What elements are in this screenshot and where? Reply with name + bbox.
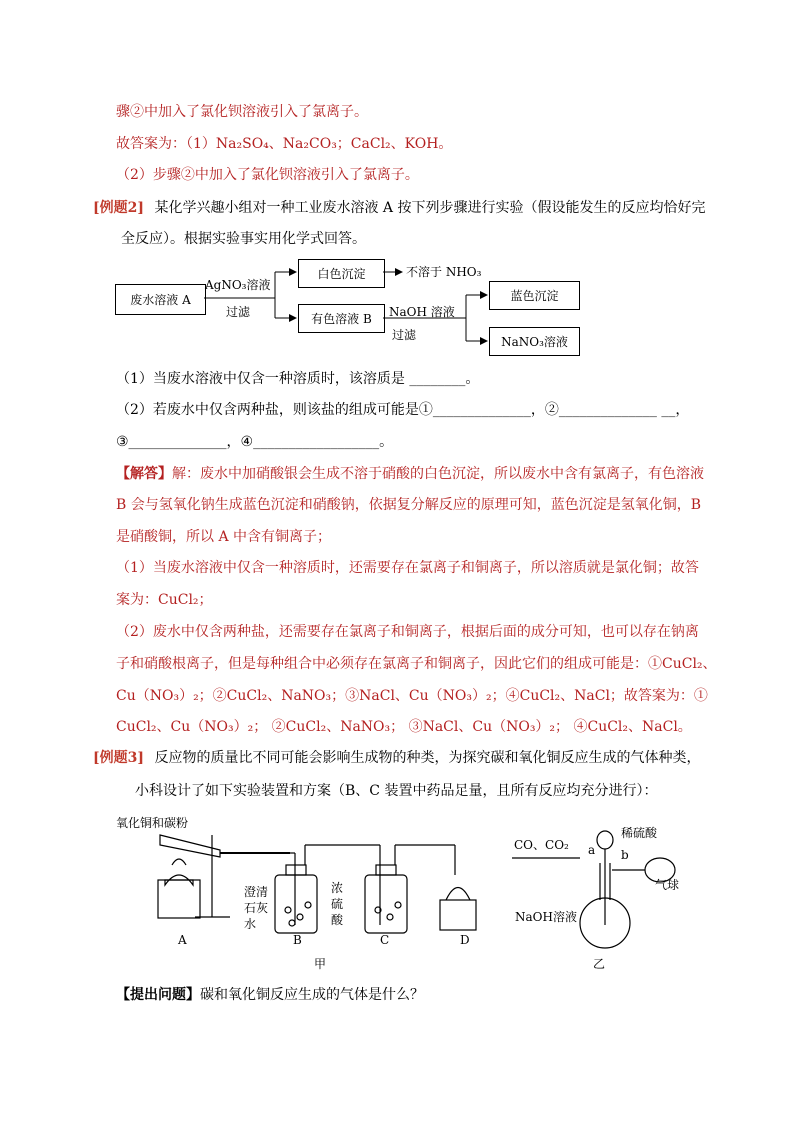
example2-text1: 某化学兴趣小组对一种工业废水溶液 A 按下列步骤进行实验（假设能发生的反应均恰好完 [154, 200, 706, 216]
label-b: B [293, 933, 302, 947]
dilute-acid-label: 稀硫酸 [621, 826, 658, 840]
box-waste-a: 废水溶液 A [115, 284, 206, 315]
limewater-label: 澄清 石灰 水 [244, 885, 269, 931]
label-c: C [380, 933, 390, 947]
valve-b-label: b [621, 848, 629, 862]
label-filter-2: 过滤 [392, 328, 417, 342]
box-nano3-solution: NaNO₃溶液 [489, 327, 580, 356]
label-filter-1: 过滤 [226, 305, 251, 319]
answer-line-b: B 会与氢氧化钠生成蓝色沉淀和硝酸钠，依据复分解反应的原理可知，蓝色沉淀是氢氧化铜，B [116, 497, 702, 513]
question-2b: ③______________，④__________________。 [116, 434, 394, 450]
caption-yi: 乙 [593, 957, 606, 971]
example3-question-line2: 小科设计了如下实验装置和方案（B、C 装置中药品足量，且所有反应均充分进行）： [135, 783, 658, 799]
gas-label: CO、CO₂ [514, 838, 569, 852]
raise-question [116, 985, 424, 1005]
answer-line-3: （2）步骤②中加入了氯化钡溶液引入了氯离子。 [116, 167, 419, 183]
answer-tag: 【解答】 [116, 466, 172, 482]
raise-question-tag: 【提出问题】 [116, 987, 200, 1003]
answer-line-2: 故答案为：（1）Na₂SO₄、Na₂CO₃；CaCl₂、KOH。 [116, 136, 453, 152]
answer-line-h: Cu（NO₃）₂；②CuCl₂、NaNO₃；③NaCl、Cu（NO₃）₂；④CuCl₂、NaCl；故答案为：① [116, 688, 708, 704]
caption-jia: 甲 [314, 957, 327, 971]
answer-line-f: （2）废水中仅含两种盐，还需要存在氯离子和铜离子，根据后面的成分可知，也可以存在钠离 [116, 624, 699, 640]
example3-question-line1 [93, 748, 700, 768]
example2-tag: [例题2] [93, 200, 144, 216]
label-a: A [178, 933, 187, 947]
example3-tag: [例题3] [93, 750, 144, 766]
acid-label: 浓 硫 酸 [331, 881, 344, 927]
box-colored-solution-b: 有色溶液 B [298, 304, 385, 333]
answer-line-g: 子和硝酸根离子，但是每种组合中必须存在氯离子和铜离子，因此它们的组成可能是：①CuCl₂、 [116, 656, 717, 672]
answer-line-i: CuCl₂、Cu（NO₃）₂； ②CuCl₂、NaNO₃； ③NaCl、Cu（NO₃）₂； ④CuCl₂、NaCl。 [116, 719, 692, 735]
apparatus-drawing [0, 805, 794, 1005]
label-agno3: AgNO₃溶液 [205, 278, 271, 292]
answer-intro [116, 464, 704, 484]
valve-a-label: a [588, 843, 596, 857]
answer-text1: 解：废水中加硝酸银会生成不溶于硝酸的白色沉淀，所以废水中含有氯离子，有色溶液 [172, 466, 704, 482]
answer-line-c: 是硝酸铜，所以 A 中含有铜离子； [116, 529, 332, 545]
box-blue-precipitate: 蓝色沉淀 [489, 281, 580, 310]
label-d: D [460, 933, 470, 947]
label-naoh: NaOH 溶液 [389, 305, 455, 319]
balloon-label: 气球 [655, 878, 680, 892]
answer-line-d: （1）当废水溶液中仅含一种溶质时，还需要存在氯离子和铜离子，所以溶质就是氯化铜；故答 [116, 560, 699, 576]
naoh-solution-label: NaOH溶液 [515, 910, 577, 924]
apparatus-top-label: 氧化铜和碳粉 [116, 816, 189, 830]
question-2a: （2）若废水中仅含两种盐，则该盐的组成可能是①______________，②______________ __， [116, 402, 690, 418]
raise-question-text: 碳和氧化铜反应生成的气体是什么？ [200, 987, 424, 1003]
example3-text1: 反应物的质量比不同可能会影响生成物的种类，为探究碳和氧化铜反应生成的气体种类， [154, 750, 701, 766]
box-white-precipitate: 白色沉淀 [298, 259, 385, 288]
example2-question-line1 [93, 198, 705, 218]
label-insoluble: 不溶于 NHO₃ [406, 265, 482, 279]
question-1: （1）当废水溶液中仅含一种溶质时，该溶质是 ________。 [116, 371, 480, 387]
answer-line-1: 骤②中加入了氯化钡溶液引入了氯离子。 [116, 104, 368, 120]
answer-line-e: 案为：CuCl₂； [116, 592, 213, 608]
example2-question-line2: 全反应）。根据实验事实用化学式回答。 [121, 231, 366, 247]
